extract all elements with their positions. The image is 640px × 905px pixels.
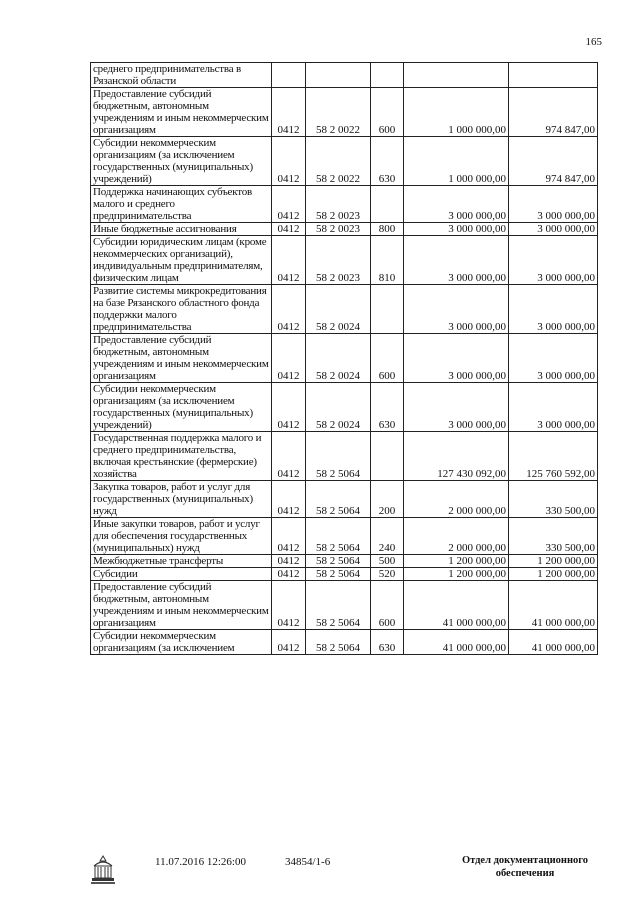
row-planned-amount: 1 200 000,00 (404, 555, 509, 568)
budget-table (90, 62, 598, 655)
row-executed-amount: 3 000 000,00 (509, 285, 598, 334)
table-row (91, 63, 598, 88)
row-expense-type-code: 800 (371, 223, 404, 236)
row-target-code: 58 2 0024 (306, 285, 371, 334)
row-section-code: 0412 (272, 568, 306, 581)
row-expense-type-code: 630 (371, 383, 404, 432)
row-executed-amount (509, 63, 598, 88)
row-planned-amount: 3 000 000,00 (404, 223, 509, 236)
row-expense-type-code: 600 (371, 88, 404, 137)
emblem-icon (88, 854, 118, 886)
table-row (91, 568, 598, 581)
row-planned-amount: 41 000 000,00 (404, 630, 509, 655)
row-name-cell: Иные закупки товаров, работ и услуг для обеспечения государственных (муниципальных) нужд (91, 518, 272, 555)
row-section-code: 0412 (272, 186, 306, 223)
row-planned-amount: 41 000 000,00 (404, 581, 509, 630)
row-executed-amount: 974 847,00 (509, 88, 598, 137)
row-name-cell: Иные бюджетные ассигнования (91, 223, 272, 236)
row-expense-type-code: 200 (371, 481, 404, 518)
row-executed-amount: 3 000 000,00 (509, 383, 598, 432)
row-section-code: 0412 (272, 518, 306, 555)
row-executed-amount: 330 500,00 (509, 518, 598, 555)
row-section-code: 0412 (272, 334, 306, 383)
row-target-code: 58 2 0022 (306, 137, 371, 186)
row-section-code: 0412 (272, 630, 306, 655)
row-executed-amount: 125 760 592,00 (509, 432, 598, 481)
row-planned-amount: 3 000 000,00 (404, 334, 509, 383)
row-planned-amount: 1 200 000,00 (404, 568, 509, 581)
table-row (91, 137, 598, 186)
row-planned-amount: 3 000 000,00 (404, 186, 509, 223)
row-expense-type-code: 630 (371, 137, 404, 186)
row-planned-amount: 2 000 000,00 (404, 481, 509, 518)
row-executed-amount: 3 000 000,00 (509, 186, 598, 223)
row-name-cell: Предоставление субсидий бюджетным, автономным учреждениям и иным некоммерческим организациям (91, 334, 272, 383)
row-expense-type-code: 500 (371, 555, 404, 568)
row-section-code: 0412 (272, 88, 306, 137)
page-number: 165 (585, 36, 602, 48)
row-expense-type-code: 520 (371, 568, 404, 581)
row-target-code (306, 63, 371, 88)
row-name-cell: Закупка товаров, работ и услуг для государственных (муниципальных) нужд (91, 481, 272, 518)
table-row (91, 518, 598, 555)
row-name-cell: Субсидии некоммерческим организациям (за исключением государственных (муниципальных) учреждений) (91, 383, 272, 432)
row-section-code: 0412 (272, 236, 306, 285)
row-expense-type-code: 240 (371, 518, 404, 555)
row-target-code: 58 2 0023 (306, 186, 371, 223)
row-name-cell: Субсидии юридическим лицам (кроме некоммерческих организаций), индивидуальным предпринимателям, физическим лицам (91, 236, 272, 285)
row-executed-amount: 1 200 000,00 (509, 555, 598, 568)
row-planned-amount: 3 000 000,00 (404, 285, 509, 334)
footer-datetime: 11.07.2016 12:26:00 (155, 856, 246, 868)
table-row (91, 186, 598, 223)
row-executed-amount: 3 000 000,00 (509, 236, 598, 285)
row-name-cell: Предоставление субсидий бюджетным, автономным учреждениям и иным некоммерческим организациям (91, 581, 272, 630)
row-name-cell: Поддержка начинающих субъектов малого и среднего предпринимательства (91, 186, 272, 223)
row-planned-amount: 3 000 000,00 (404, 236, 509, 285)
row-section-code: 0412 (272, 137, 306, 186)
row-expense-type-code (371, 186, 404, 223)
table-row (91, 630, 598, 655)
row-name-cell: Субсидии некоммерческим организациям (за исключением государственных (муниципальных) учреждений) (91, 137, 272, 186)
row-target-code: 58 2 5064 (306, 481, 371, 518)
row-name-cell: среднего предпринимательства в Рязанской области (91, 63, 272, 88)
table-row (91, 236, 598, 285)
table-row (91, 88, 598, 137)
row-expense-type-code: 810 (371, 236, 404, 285)
row-expense-type-code: 600 (371, 334, 404, 383)
row-expense-type-code (371, 285, 404, 334)
row-executed-amount: 3 000 000,00 (509, 334, 598, 383)
row-expense-type-code: 630 (371, 630, 404, 655)
row-planned-amount: 127 430 092,00 (404, 432, 509, 481)
footer-document-number: 34854/1-6 (285, 856, 331, 868)
row-section-code: 0412 (272, 555, 306, 568)
table-row (91, 223, 598, 236)
row-planned-amount: 1 000 000,00 (404, 137, 509, 186)
row-section-code: 0412 (272, 285, 306, 334)
row-executed-amount: 330 500,00 (509, 481, 598, 518)
row-planned-amount: 1 000 000,00 (404, 88, 509, 137)
row-name-cell: Субсидии (91, 568, 272, 581)
row-section-code: 0412 (272, 432, 306, 481)
row-executed-amount: 41 000 000,00 (509, 581, 598, 630)
row-target-code: 58 2 5064 (306, 568, 371, 581)
row-section-code: 0412 (272, 581, 306, 630)
table-row (91, 581, 598, 630)
row-executed-amount: 41 000 000,00 (509, 630, 598, 655)
row-planned-amount (404, 63, 509, 88)
row-target-code: 58 2 5064 (306, 518, 371, 555)
row-target-code: 58 2 0022 (306, 88, 371, 137)
row-executed-amount: 1 200 000,00 (509, 568, 598, 581)
row-executed-amount: 3 000 000,00 (509, 223, 598, 236)
row-target-code: 58 2 5064 (306, 555, 371, 568)
row-target-code: 58 2 5064 (306, 432, 371, 481)
row-section-code: 0412 (272, 481, 306, 518)
row-target-code: 58 2 5064 (306, 630, 371, 655)
row-target-code: 58 2 5064 (306, 581, 371, 630)
row-name-cell: Межбюджетные трансферты (91, 555, 272, 568)
row-section-code: 0412 (272, 383, 306, 432)
table-row (91, 555, 598, 568)
row-executed-amount: 974 847,00 (509, 137, 598, 186)
row-planned-amount: 3 000 000,00 (404, 383, 509, 432)
row-name-cell: Предоставление субсидий бюджетным, автономным учреждениям и иным некоммерческим организациям (91, 88, 272, 137)
row-planned-amount: 2 000 000,00 (404, 518, 509, 555)
row-target-code: 58 2 0023 (306, 223, 371, 236)
row-name-cell: Государственная поддержка малого и среднего предпринимательства, включая крестьянские (фермерские) хозяйства (91, 432, 272, 481)
row-expense-type-code: 600 (371, 581, 404, 630)
row-expense-type-code (371, 432, 404, 481)
table-row (91, 383, 598, 432)
table-row (91, 432, 598, 481)
row-expense-type-code (371, 63, 404, 88)
footer-department: Отдел документационного обеспечения (461, 855, 589, 879)
row-target-code: 58 2 0023 (306, 236, 371, 285)
table-row (91, 285, 598, 334)
row-name-cell: Развитие системы микрокредитования на базе Рязанского областного фонда поддержки малого предпринимательства (91, 285, 272, 334)
row-section-code: 0412 (272, 223, 306, 236)
row-target-code: 58 2 0024 (306, 383, 371, 432)
row-target-code: 58 2 0024 (306, 334, 371, 383)
row-section-code (272, 63, 306, 88)
table-row (91, 334, 598, 383)
row-name-cell: Субсидии некоммерческим организациям (за исключением (91, 630, 272, 655)
page-footer (0, 852, 640, 892)
table-row (91, 481, 598, 518)
